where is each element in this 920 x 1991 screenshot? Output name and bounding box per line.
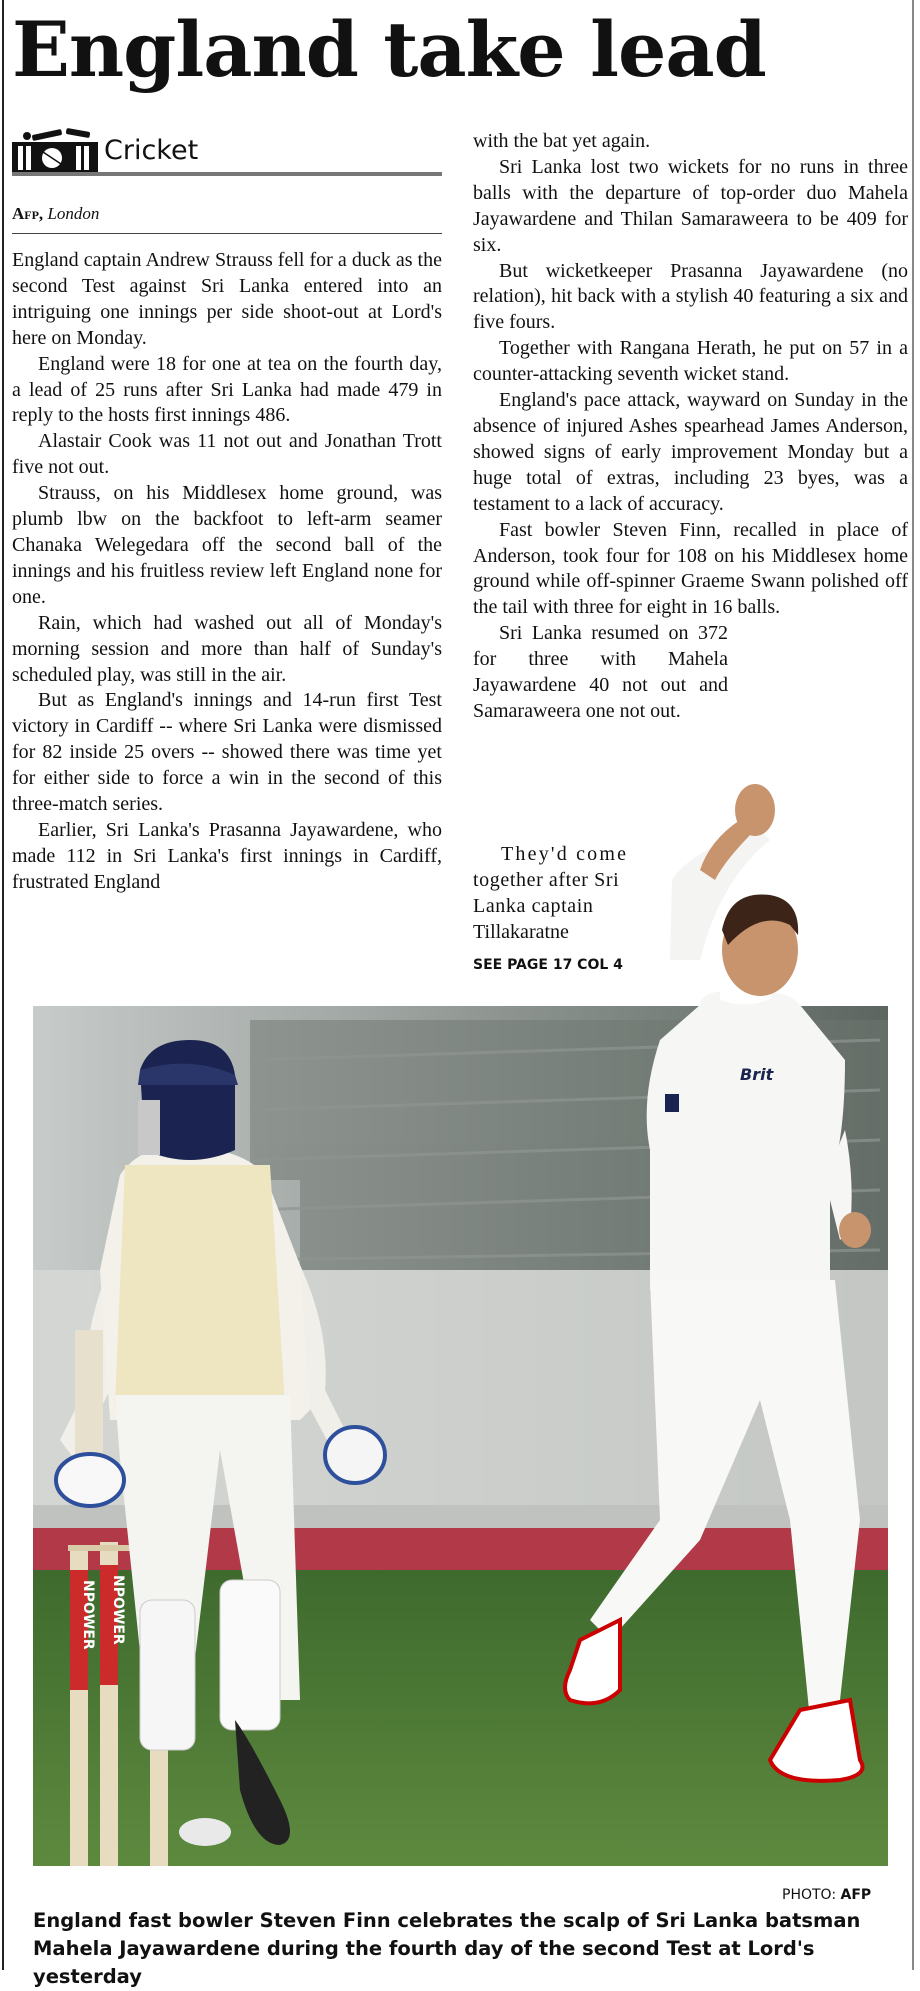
continuation-note: SEE PAGE 17 COL 4 bbox=[473, 957, 623, 973]
paragraph: Sri Lanka resumed on 372 for three with Mahela Jayawardene 40 not out and Samaraweera one not out. bbox=[473, 622, 728, 722]
photo-credit-agency: AFP bbox=[840, 1887, 872, 1903]
photo-credit-label: PHOTO: bbox=[782, 1887, 837, 1903]
byline-city: London bbox=[47, 204, 100, 223]
byline-agency: Afp, bbox=[12, 204, 44, 223]
paragraph-line: They'd come bbox=[501, 843, 629, 865]
paragraph-line: together after Sri bbox=[473, 868, 620, 891]
paragraph: England were 18 for one at tea on the fourth day, a lead of 25 runs after Sri Lanka had made 479 in reply to the hosts first innings 486. bbox=[12, 352, 442, 427]
paragraph: Sri Lanka lost two wickets for no runs in three balls with the departure of top-order duo Mahela Jayawardene and Thilan Samaraweera to be 409 for six. bbox=[473, 155, 908, 256]
paragraph-line: Lanka captain bbox=[473, 894, 594, 917]
photo-credit bbox=[782, 1887, 871, 1903]
shirt-sponsor-text: Brit bbox=[740, 1065, 774, 1084]
photo-caption: England fast bowler Steven Finn celebrates the scalp of Sri Lanka batsman Mahela Jayawardene during the fourth day of the second Test at Lord's yesterday bbox=[33, 1909, 861, 1988]
paragraph: But wicketkeeper Prasanna Jayawardene (no relation), hit back with a stylish 40 featuring a six and five fours. bbox=[473, 259, 908, 334]
paragraph: Fast bowler Steven Finn, recalled in place of Anderson, took four for 108 on his Middlesex home ground while off-spinner Graeme Swann polished off the tail with three for eight in 16 balls. bbox=[473, 518, 908, 619]
paragraph: Together with Rangana Herath, he put on 57 in a counter-attacking seventh wicket stand. bbox=[473, 337, 908, 386]
stump-logo-text: NPOWER bbox=[80, 1580, 96, 1650]
paragraph: Rain, which had washed out all of Monday's morning session and more than half of Sunday's scheduled play, was still in the air. bbox=[12, 611, 442, 686]
paragraph: with the bat yet again. bbox=[473, 130, 651, 152]
paragraph: Alastair Cook was 11 not out and Jonathan Trott five not out. bbox=[12, 430, 442, 479]
paragraph: But as England's innings and 14-run first Test victory in Cardiff -- where Sri Lanka were dismissed for 82 inside 25 overs -- showed there was time yet for either side to force a win in the second of this three-match series. bbox=[12, 689, 442, 816]
headline: England take lead bbox=[12, 5, 766, 94]
section-title: Cricket bbox=[104, 135, 199, 166]
paragraph: Strauss, on his Middlesex home ground, was plumb lbw on the backfoot to left-arm seamer Chanaka Welegedara off the second ball of the innings and his fruitless review left England none for one. bbox=[12, 482, 442, 608]
paragraph: Earlier, Sri Lanka's Prasanna Jayawardene, who made 112 in Sri Lanka's first innings in Cardiff, frustrated England bbox=[12, 818, 442, 893]
wrapped-paragraph bbox=[473, 842, 713, 946]
paragraph-line: Tillakaratne bbox=[473, 920, 569, 943]
paragraph: England captain Andrew Strauss fell for a duck as the second Test against Sri Lanka entered into an intriguing one innings per side shoot-out at Lord's here on Monday. bbox=[12, 249, 442, 349]
paragraph: England's pace attack, wayward on Sunday in the absence of injured Ashes spearhead James Anderson, showed signs of early improvement Monday but a huge total of extras, including 23 byes, was a testament to a lack of accuracy. bbox=[473, 389, 908, 515]
stump-logo-text: NPOWER bbox=[110, 1575, 126, 1645]
